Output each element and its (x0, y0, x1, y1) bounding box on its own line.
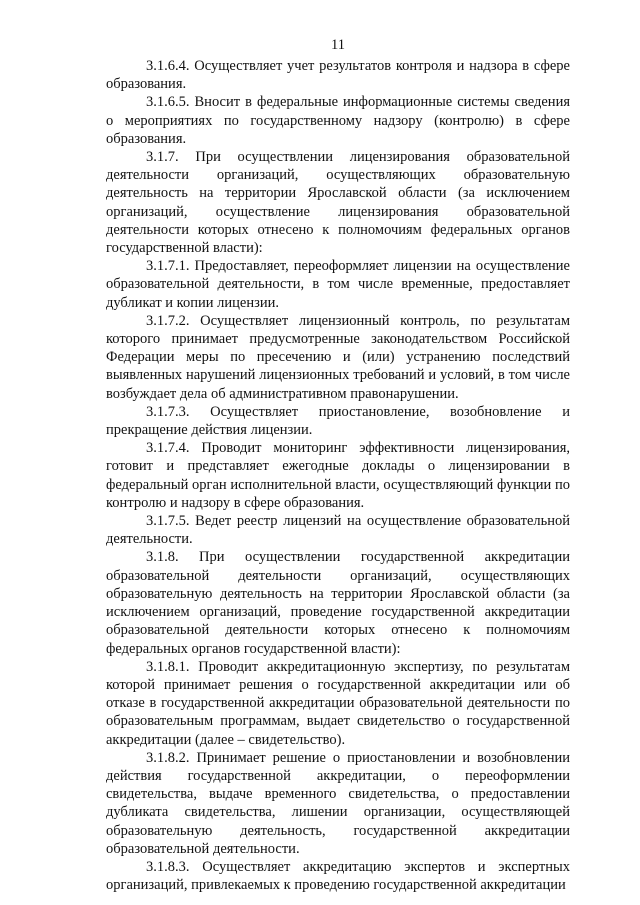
paragraph-3-1-7: 3.1.7. При осуществлении лицензирования образовательной деятельности организаций, осуществляющих образовательную деятельность на территории Ярославской области (за исключением организаций, осуществление лицензирования образовательной деятельности которых отнесено к полномочиям федеральных органов государственной власти): (106, 149, 570, 257)
paragraph-3-1-8-1: 3.1.8.1. Проводит аккредитационную экспертизу, по результатам которой принимает решения о государственной аккредитации или об отказе в государственной аккредитации образовательной деятельности по образовательным программам, выдает свидетельство о государственной аккредитации (далее – свидетельство). (106, 658, 570, 748)
paragraph-3-1-8: 3.1.8. При осуществлении государственной аккредитации образовательной деятельности организаций, осуществляющих образовательную деятельность на территории Ярославской области (за исключением организаций, проведение государственной аккредитации образовательной деятельности которых отнесено к полномочиям федеральных органов государственной власти): (106, 549, 570, 657)
paragraph-3-1-8-3: 3.1.8.3. Осуществляет аккредитацию экспертов и экспертных организаций, привлекаемых к проведению государственной аккредитации (106, 858, 570, 894)
page-number: 11 (331, 37, 345, 53)
paragraph-3-1-7-4: 3.1.7.4. Проводит мониторинг эффективности лицензирования, готовит и представляет ежегодные доклады о лицензировании в федеральный орган исполнительной власти, осуществляющий функции по контролю и надзору в сфере образования. (106, 440, 570, 511)
paragraph-3-1-6-4: 3.1.6.4. Осуществляет учет результатов контроля и надзора в сфере образования. (106, 58, 570, 93)
paragraph-3-1-7-1: 3.1.7.1. Предоставляет, переоформляет лицензии на осуществление образовательной деятельности, в том числе временные, предоставляет дубликат и копии лицензии. (106, 258, 570, 311)
paragraph-3-1-7-5: 3.1.7.5. Ведет реестр лицензий на осуществление образовательной деятельности. (106, 513, 570, 548)
paragraph-3-1-7-2: 3.1.7.2. Осуществляет лицензионный контроль, по результатам которого принимает предусмотренные законодательством Российской Федерации меры по пресечению и (или) устранению последствий выявленных нарушений лицензионных требований и условий, в том числе возбуждает дела об административном правонарушении. (106, 312, 570, 402)
paragraph-3-1-6-5: 3.1.6.5. Вносит в федеральные информационные системы сведения о мероприятиях по государственному надзору (контролю) в сфере образования. (106, 94, 570, 147)
paragraph-3-1-8-2: 3.1.8.2. Принимает решение о приостановлении и возобновлении действия государственной аккредитации, о переоформлении свидетельства, выдаче временного свидетельства, о предоставлении дубликата свидетельства, лишении организации, осуществляющей образовательную деятельность, государственной аккредитации образовательной деятельности. (106, 749, 570, 857)
paragraph-3-1-7-3: 3.1.7.3. Осуществляет приостановление, возобновление и прекращение действия лицензии. (106, 403, 570, 439)
